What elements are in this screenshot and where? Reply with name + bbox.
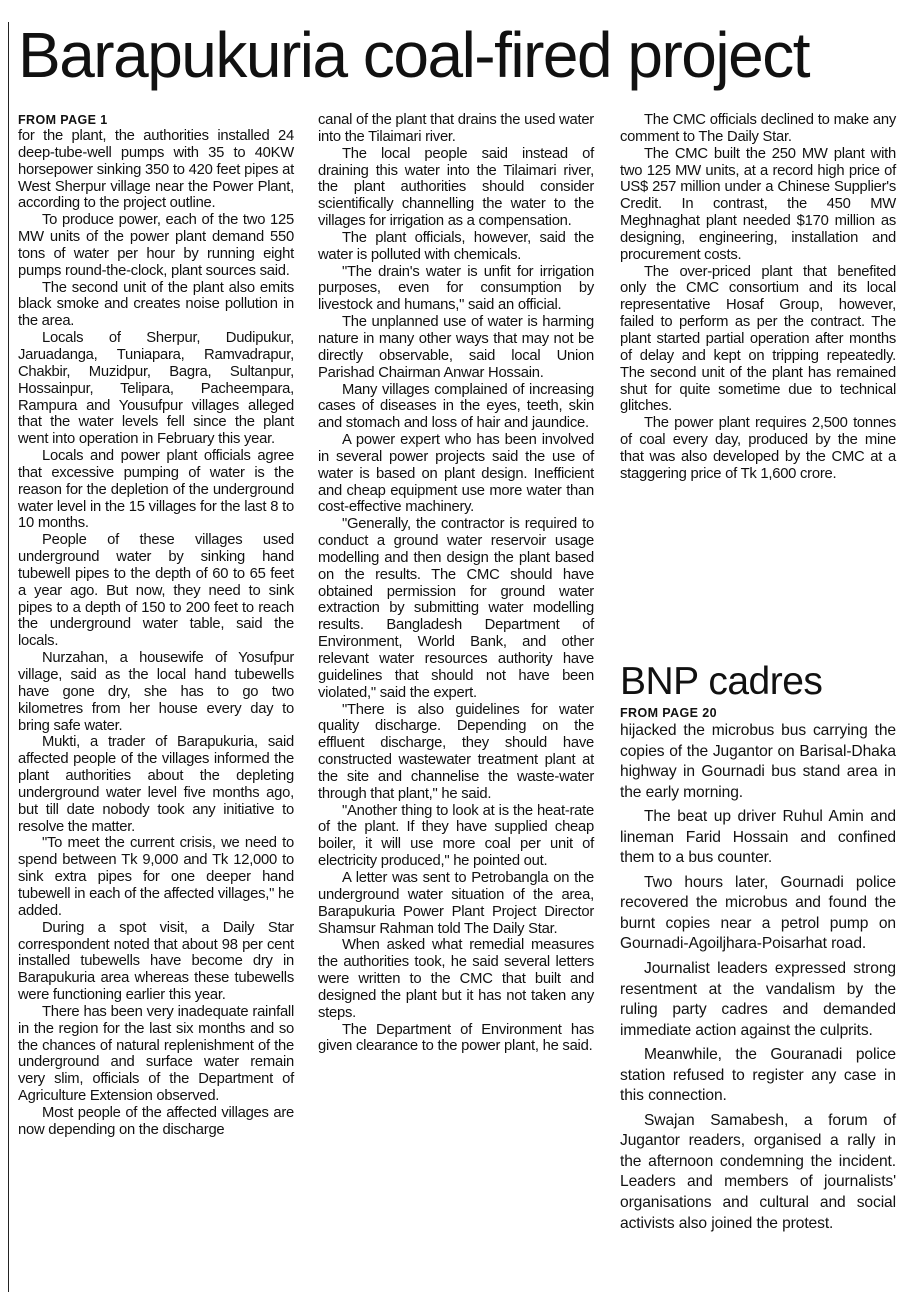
paragraph: To produce power, each of the two 125 MW units of the power plant demand 550 tons of water per hour by running eight pumps round-the-clock, plant sources said.	[18, 212, 294, 279]
paragraph: Nurzahan, a housewife of Yosufpur village, said as the local hand tubewells have gone dry, she has to go two kilometres from her house every day to bring safe water.	[18, 650, 294, 734]
paragraph: Locals and power plant officials agree that excessive pumping of water is the reason for the depletion of the underground water level in the 15 villages for the last 8 to 10 months.	[18, 448, 294, 532]
paragraph: Mukti, a trader of Barapukuria, said affected people of the villages informed the plant authorities about the depleting underground water level five months ago, but till date nobody took any initiative to resolve the matter.	[18, 734, 294, 835]
paragraph: Most people of the affected villages are now depending on the discharge	[18, 1104, 294, 1138]
paragraph: Many villages complained of increasing cases of diseases in the eyes, teeth, skin and stomach and loss of hair and jaundice.	[318, 381, 594, 432]
paragraph: Locals of Sherpur, Dudipukur, Jaruadanga, Tuniapara, Ramvadrapur, Chakbir, Muzidpur, Bagra, Sultanpur, Hossainpur, Telipara, Pacheempara, Rampura and Yousufpur villages alleged that the water levels fell since the plant went into operation in February this year.	[18, 330, 294, 448]
paragraph: The second unit of the plant also emits black smoke and creates noise pollution in the area.	[18, 279, 294, 330]
paragraph: When asked what remedial measures the authorities took, he said several letters were written to the CMC that built and designed the plant but it has not taken any steps.	[318, 937, 594, 1021]
paragraph: There has been very inadequate rainfall in the region for the last six months and so the chances of natural replenishment of the underground and surface water remain very slim, officials of the Department of Agriculture Extension observed.	[18, 1003, 294, 1105]
bnp-article-column	[620, 706, 896, 1238]
paragraph: The local people said instead of draining this water into the Tilaimari river, the plant authorities should consider scientifically channelling the water to the villages for irrigation as a compensation.	[318, 145, 594, 230]
article-column-2	[318, 112, 594, 1055]
paragraph: The CMC built the 250 MW plant with two 125 MW units, at a record high price of US$ 257 million under a Chinese Supplier's Credit. In contrast, the 450 MW Meghnaghat plant needed $170 million as designing, engineering, installation and procurement costs.	[620, 145, 896, 263]
article-column-1	[18, 112, 294, 1139]
paragraph: "There is also guidelines for water quality discharge. Depending on the effluent discharge, they should have constructed wastewater treatment plant at the site and channelise the waste-water through that plant," he said.	[318, 701, 594, 802]
headline: Barapukuria coal-fired project	[18, 19, 809, 91]
paragraph: The CMC officials declined to make any comment to The Daily Star.	[620, 112, 896, 145]
paragraph: Two hours later, Gournadi police recovered the microbus and found the burnt copies near a petrol pump on Gournadi-Agoiljhara-Poisarhat road.	[620, 873, 896, 953]
paragraph: "To meet the current crisis, we need to spend between Tk 9,000 and Tk 12,000 to sink extra pipes for one deeper hand tubewell in each of the affected villages," he added.	[18, 835, 294, 919]
paragraph: The beat up driver Ruhul Amin and lineman Farid Hossain and confined them to a bus counter.	[620, 808, 896, 867]
paragraph: The power plant requires 2,500 tonnes of coal every day, produced by the mine that was also developed by the CMC at a staggering price of Tk 1,600 crore.	[620, 415, 896, 482]
paragraph: "Generally, the contractor is required to conduct a ground water reservoir usage modelling and then design the plant based on the results. The CMC should have obtained permission for ground water extraction by submitting water modelling results. Bangladesh Department of Environment, World Bank, and other relevant water resources authority have guidelines that should not have been violated," said the expert.	[318, 516, 594, 701]
bnp-kicker: FROM PAGE 20	[620, 706, 717, 720]
paragraph: Swajan Samabesh, a forum of Jugantor readers, organised a rally in the afternoon condemning the incident. Leaders and members of journalists' organisations and cultural and social activists also joined the protest.	[620, 1111, 896, 1232]
paragraph: "Another thing to look at is the heat-rate of the plant. If they have supplied cheap boiler, it will use more coal per unit of electricity produced," he pointed out.	[318, 802, 594, 870]
paragraph: The over-priced plant that benefited only the CMC consortium and its local representative Hosaf Group, however, failed to perform as per the contract. The plant started partial operation after months of delay and kept on tripping repeatedly. The second unit of the plant has remained shut for quite sometime due to technical glitches.	[620, 263, 896, 415]
paragraph: The plant officials, however, said the water is polluted with chemicals.	[318, 229, 594, 263]
paragraph: "The drain's water is unfit for irrigation purposes, even for consumption by livestock and humans," said an official.	[318, 263, 594, 314]
article-column-3	[620, 112, 896, 483]
paragraph: hijacked the microbus bus carrying the copies of the Jugantor on Barisal-Dhaka highway in Gournadi bus stand area in the early morning.	[620, 722, 896, 801]
paragraph: People of these villages used underground water by sinking hand tubewell pipes to the depth of 60 to 65 feet a year ago. But now, they need to sink pipes to a depth of 150 to 200 feet to reach the underground water table, said the locals.	[18, 532, 294, 650]
paragraph: Journalist leaders expressed strong resentment at the vandalism by the ruling party cadres and demanded immediate action against the culprits.	[620, 960, 896, 1039]
bnp-headline: BNP cadres	[620, 660, 823, 703]
paragraph: A letter was sent to Petrobangla on the underground water situation of the area, Barapukuria Power Plant Project Director Shamsur Rahman told The Daily Star.	[318, 869, 594, 937]
kicker: FROM PAGE 1	[18, 113, 108, 127]
paragraph: Meanwhile, the Gouranadi police station refused to register any case in this connection.	[620, 1046, 896, 1105]
paragraph: for the plant, the authorities installed 24 deep-tube-well pumps with 35 to 40KW horsepower sinking 350 to 420 feet pipes at West Sherpur village near the Power Plant, according to the project outline.	[18, 128, 294, 212]
column-rule	[8, 22, 9, 1292]
paragraph: A power expert who has been involved in several power projects said the use of water is based on plant design. Inefficient and cheap equipment use more water than cost-effective machinery.	[318, 432, 594, 516]
paragraph: The unplanned use of water is harming nature in many other ways that may not be directly observable, said local Union Parishad Chairman Anwar Hossain.	[318, 314, 594, 381]
paragraph: During a spot visit, a Daily Star correspondent noted that about 98 per cent installed tubewells have become dry in Barapukuria area whereas these tubewells were functioning earlier this year.	[18, 919, 294, 1004]
paragraph: canal of the plant that drains the used water into the Tilaimari river.	[318, 112, 594, 145]
paragraph: The Department of Environment has given clearance to the power plant, he said.	[318, 1021, 594, 1055]
